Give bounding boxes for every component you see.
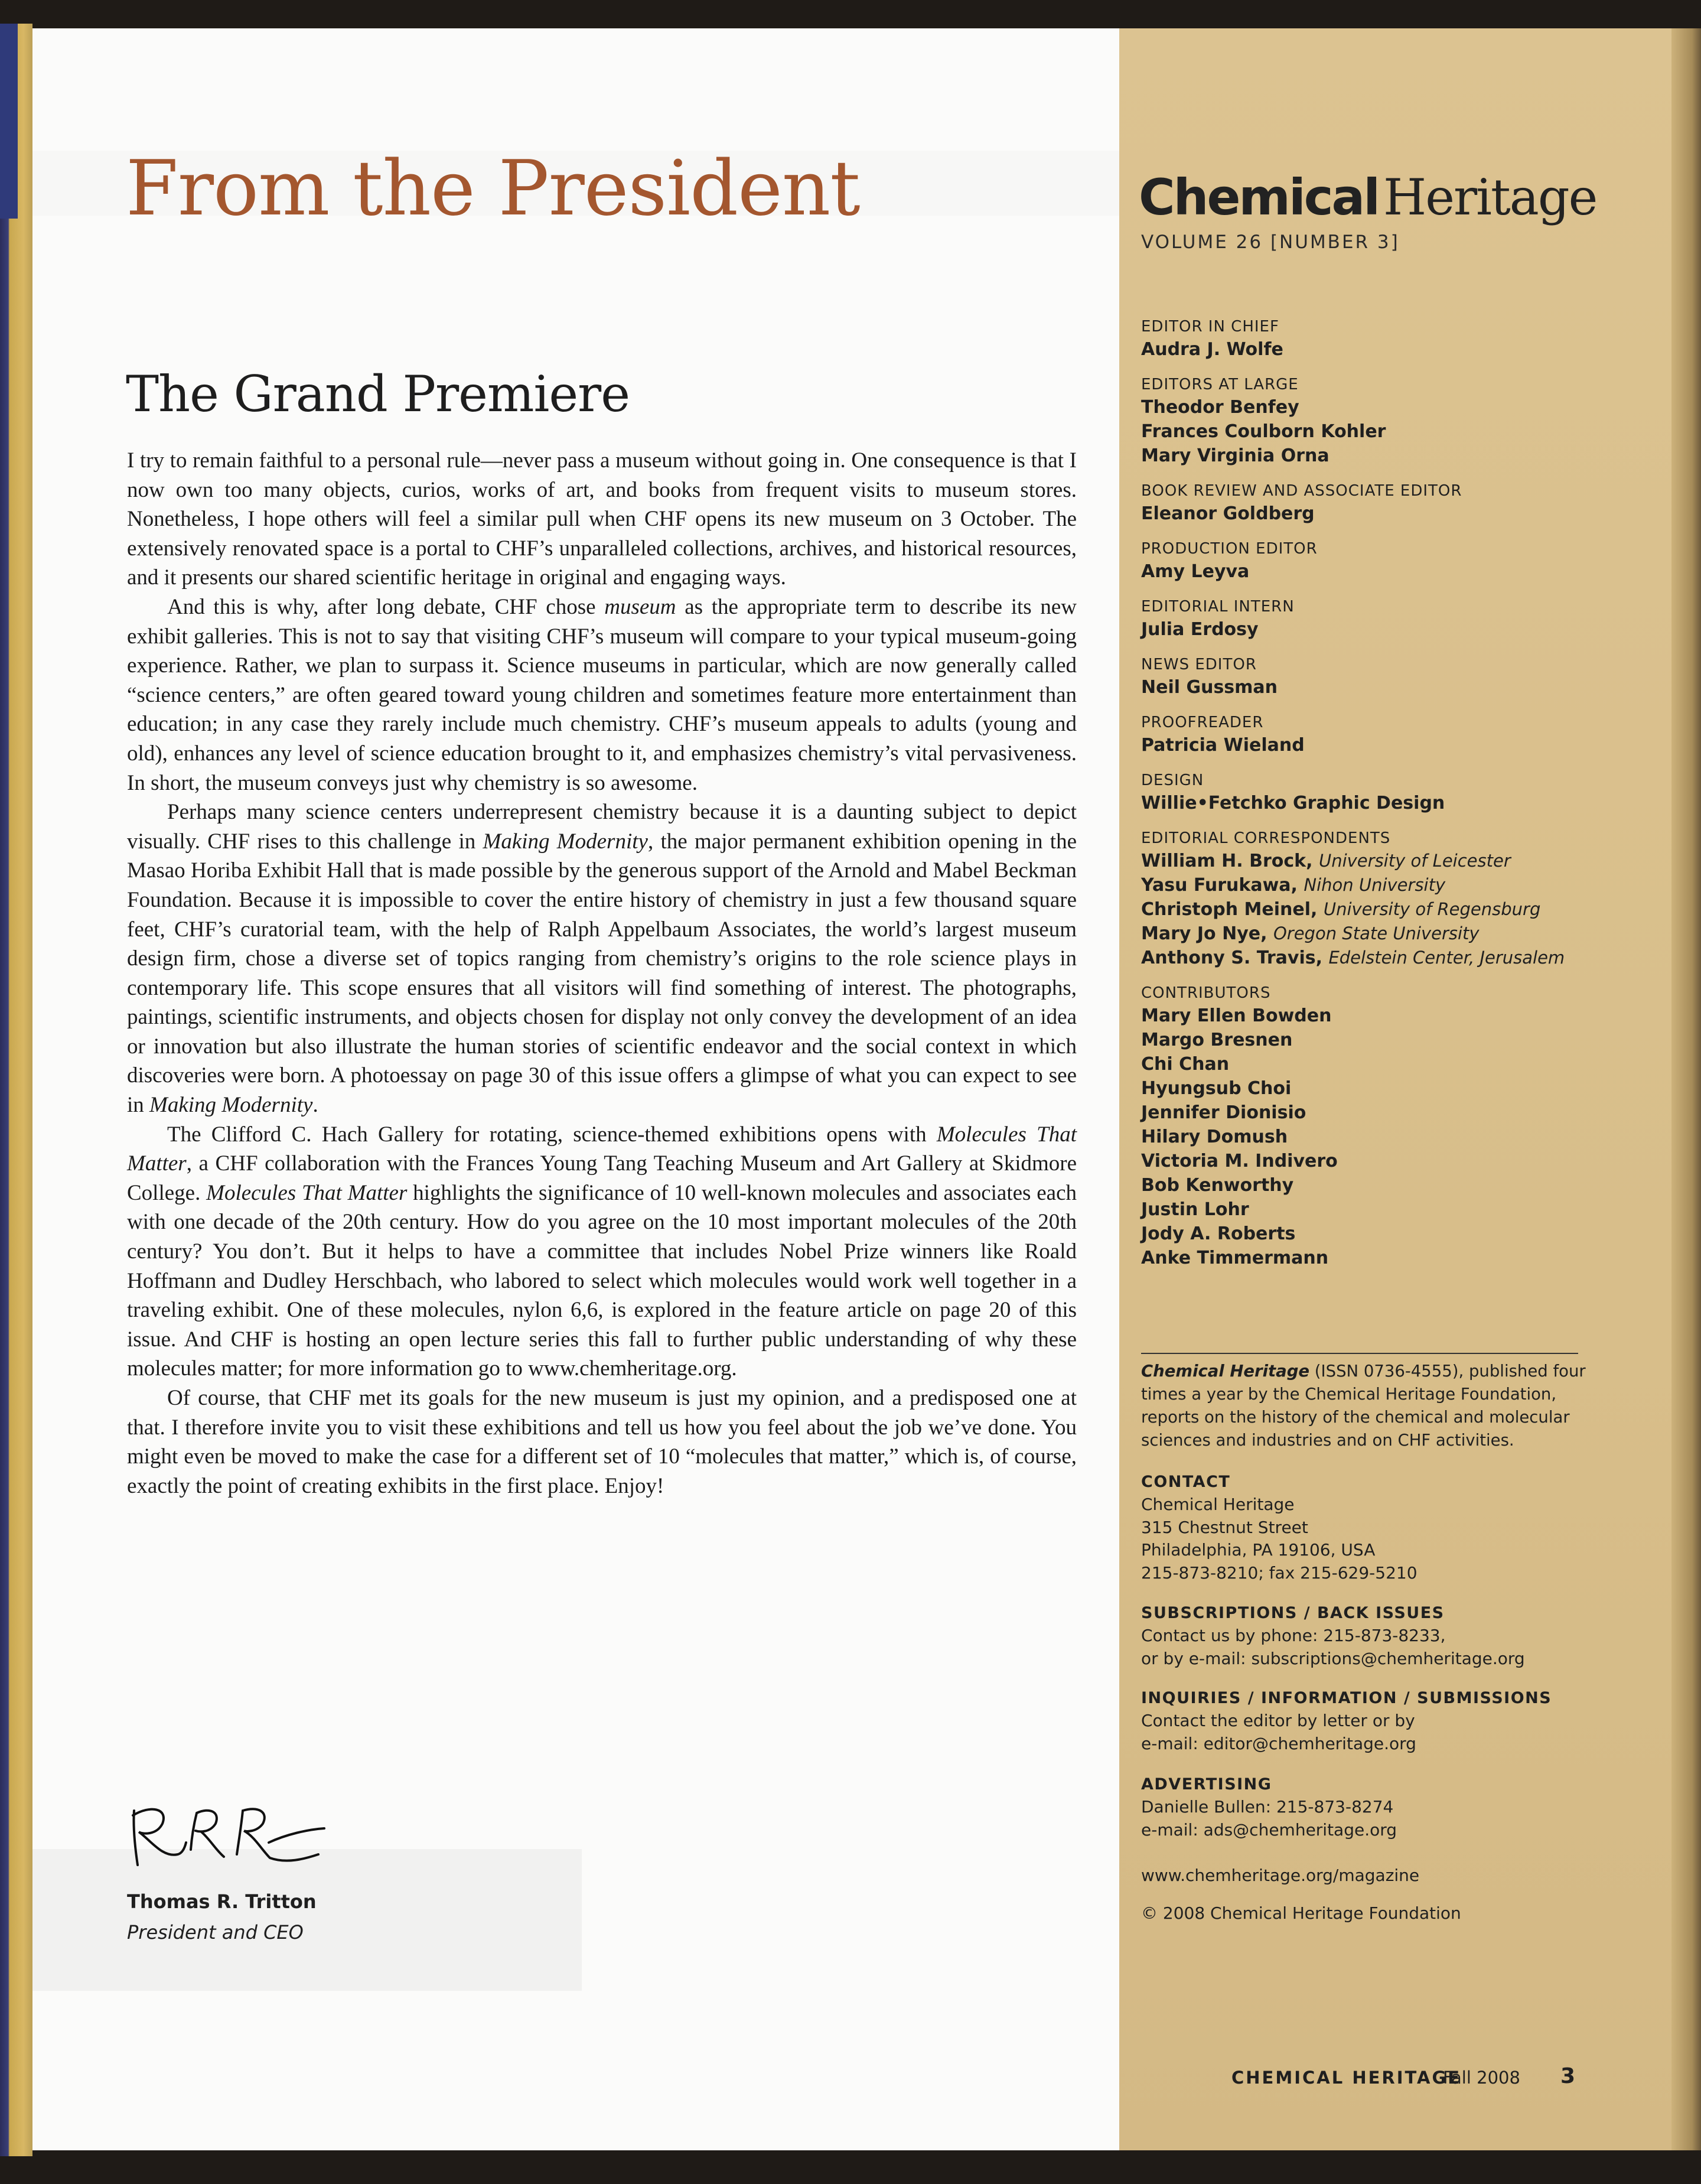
person-name: William H. Brock, — [1141, 851, 1313, 871]
inquiries-line: Contact the editor by letter or by — [1141, 1711, 1415, 1730]
person-name: Margo Bresnen — [1141, 1030, 1293, 1050]
signature — [121, 1793, 334, 1876]
masthead-group — [1141, 596, 1649, 642]
previous-page-edge — [0, 24, 32, 2156]
person-name: Hyungsub Choi — [1141, 1078, 1292, 1099]
masthead-person — [1141, 1173, 1649, 1197]
contact-block — [1141, 1471, 1614, 1584]
publication-note: Chemical Heritage (ISSN 0736-4555), published four times a year by the Chemical Heritage Foundation, reports on the history of the chemical and molecular sciences and industries and on CHF activities. — [1141, 1362, 1586, 1450]
person-name: Victoria M. Indivero — [1141, 1151, 1338, 1171]
person-name: Frances Coulborn Kohler — [1141, 421, 1386, 442]
masthead-person — [1141, 1004, 1649, 1028]
subscriptions-line: Contact us by phone: 215-873-8233, — [1141, 1626, 1446, 1645]
masthead-group — [1141, 480, 1649, 526]
masthead-person — [1141, 1246, 1649, 1270]
masthead-person — [1141, 1222, 1649, 1246]
inquiries-block — [1141, 1687, 1614, 1755]
footer-issue-date: Fall 2008 — [1443, 2068, 1520, 2088]
masthead-person — [1141, 922, 1649, 946]
masthead-role-label: CONTRIBUTORS — [1141, 984, 1271, 1002]
masthead-group — [1141, 316, 1649, 362]
inquiries-line: e-mail: editor@chemheritage.org — [1141, 1733, 1416, 1753]
author-name: Thomas R. Tritton — [127, 1890, 317, 1913]
inquiries-label: INQUIRIES / INFORMATION / SUBMISSIONS — [1141, 1689, 1552, 1707]
contact-line: 315 Chestnut Street — [1141, 1517, 1308, 1537]
masthead-person — [1141, 675, 1649, 699]
person-name: Theodor Benfey — [1141, 397, 1299, 418]
article-title: The Grand Premiere — [126, 365, 630, 423]
person-affiliation: Nihon University — [1304, 875, 1446, 895]
masthead-group — [1141, 770, 1649, 815]
website-url: www.chemheritage.org/magazine — [1141, 1866, 1420, 1885]
person-name: Amy Leyva — [1141, 561, 1250, 582]
contact-line: Chemical Heritage — [1141, 1495, 1295, 1514]
volume-line: VOLUME 26 [NUMBER 3] — [1141, 232, 1400, 253]
masthead-role-label: DESIGN — [1141, 772, 1204, 789]
masthead-person — [1141, 791, 1649, 815]
author-title: President and CEO — [127, 1921, 304, 1944]
logo-word-chemical: Chemical — [1139, 168, 1379, 226]
person-name: Patricia Wieland — [1141, 735, 1305, 756]
paragraph-2: And this is why, after long debate, CHF chose museum as the appropriate term to describe its new exhibit galleries. This is not to say that visiting CHF’s museum will compare to your typical museum-going experience. Rather, we plan to surpass it. Science museums in particular, which are now generally called “science centers,” are often geared toward young children and sometimes feature more entertainment than education; in any case they rarely include much chemistry. CHF’s museum appeals to adults (young and old), enhances any level of science education brought to it, and emphasizes chemistry’s vital pervasiveness. In short, the museum conveys just why chemistry is so awesome. — [127, 594, 1077, 795]
person-name: Hilary Domush — [1141, 1127, 1288, 1147]
masthead-role-label: EDITOR IN CHIEF — [1141, 318, 1279, 336]
masthead-person — [1141, 1028, 1649, 1052]
contact-line: Philadelphia, PA 19106, USA — [1141, 1540, 1376, 1560]
contact-line: 215-873-8210; fax 215-629-5210 — [1141, 1563, 1418, 1583]
person-name: Bob Kenworthy — [1141, 1175, 1294, 1196]
person-name: Anthony S. Travis, — [1141, 948, 1322, 968]
page-number: 3 — [1560, 2064, 1576, 2088]
masthead-group — [1141, 654, 1649, 699]
masthead-person — [1141, 419, 1649, 444]
person-name: Justin Lohr — [1141, 1199, 1249, 1220]
masthead-group — [1141, 982, 1649, 1270]
masthead-logo — [1139, 168, 1596, 226]
person-affiliation: University of Leicester — [1318, 851, 1511, 871]
person-name: Mary Ellen Bowden — [1141, 1005, 1332, 1026]
paragraph-3: Perhaps many science centers underrepresent chemistry because it is a daunting subject to depict visually. CHF rises to this challenge in Making Modernity, the major permanent exhibition opening in the Masao Horiba Exhibit Hall that is made possible by the generous support of the Arnold and Mabel Beckman Foundation. Because it is impossible to cover the entire history of chemistry in just a few thousand square feet, CHF’s curatorial team, with the help of Ralph Appelbaum Associates, the world’s largest museum design firm, chose a diverse set of topics ranging from chemistry’s origins to the role science plays in contemporary life. This scope ensures that all visitors will find something of interest. The photographs, paintings, scientific instruments, and objects chosen for display not only convey the development of an idea or innovation but also illustrate the human stories of scientific endeavor and the social context in which discoveries were born. A photoessay on page 30 of this issue offers a glimpse of what you can expect to see in Making Modernity. — [127, 800, 1077, 1118]
masthead-group — [1141, 828, 1649, 970]
masthead-person — [1141, 733, 1649, 757]
masthead-person — [1141, 873, 1649, 897]
masthead-person — [1141, 1052, 1649, 1076]
masthead-group — [1141, 538, 1649, 584]
masthead-role-label: NEWS EDITOR — [1141, 656, 1257, 673]
masthead-role-label: EDITORIAL INTERN — [1141, 598, 1295, 616]
masthead-group — [1141, 374, 1649, 468]
masthead-person — [1141, 1101, 1649, 1125]
advertising-line: e-mail: ads@chemheritage.org — [1141, 1820, 1397, 1840]
person-name: Julia Erdosy — [1141, 619, 1259, 640]
masthead-person — [1141, 946, 1649, 970]
advertising-line: Danielle Bullen: 215-873-8274 — [1141, 1797, 1394, 1817]
masthead-person — [1141, 617, 1649, 642]
person-name: Eleanor Goldberg — [1141, 503, 1315, 524]
person-name: Audra J. Wolfe — [1141, 339, 1283, 360]
paragraph-1: I try to remain faithful to a personal rule—never pass a museum without going in. One consequence is that I now own too many objects, curios, works of art, and books from frequent visits to museum stores. Nonetheless, I hope others will feel a similar pull when CHF opens its new museum on 3 October. The extensively renovated space is a portal to CHF’s unparalleled collections, archives, and historical resources, and it presents our shared scientific heritage in original and engaging ways. — [127, 448, 1077, 590]
person-name: Chi Chan — [1141, 1054, 1230, 1075]
masthead-role-label: BOOK REVIEW AND ASSOCIATE EDITOR — [1141, 482, 1462, 500]
masthead-person — [1141, 1197, 1649, 1222]
person-name: Mary Jo Nye, — [1141, 923, 1267, 944]
masthead-person — [1141, 849, 1649, 873]
person-name: Anke Timmermann — [1141, 1248, 1329, 1268]
masthead-person — [1141, 502, 1649, 526]
paragraph-4: The Clifford C. Hach Gallery for rotating, science-themed exhibitions opens with Molecules That Matter, a CHF collaboration with the Frances Young Tang Teaching Museum and Art Gallery at Skidmore College. Molecules That Matter highlights the significance of 10 well-known molecules and associates each with one decade of the 20th century. How do you agree on the 10 most important molecules of the 20th century? You don’t. But it helps to have a committee that includes Nobel Prize winners like Roald Hoffmann and Dudley Herschbach, who labored to select which molecules would work well together in a traveling exhibit. One of these molecules, nylon 6,6, is explored in the feature article on page 20 of this issue. And CHF is hosting an open lecture series this fall to further public understanding of why these molecules matter; for more information go to www.chemheritage.org. — [127, 1122, 1077, 1381]
copyright-line: © 2008 Chemical Heritage Foundation — [1141, 1903, 1461, 1923]
masthead-divider — [1141, 1353, 1578, 1354]
masthead-person — [1141, 395, 1649, 419]
person-name: Neil Gussman — [1141, 677, 1278, 698]
masthead-role-label: EDITORIAL CORRESPONDENTS — [1141, 829, 1391, 847]
masthead-role-label: PROOFREADER — [1141, 714, 1264, 731]
paragraph-5: Of course, that CHF met its goals for the new museum is just my opinion, and a predisposed one at that. I therefore invite you to visit these exhibitions and tell us how you feel about the job we’ve done. You might even be moved to make the case for a different set of 10 “molecules that matter,” which is, of course, exactly the point of creating exhibits in the first place. Enjoy! — [127, 1386, 1077, 1498]
masthead-person — [1141, 1076, 1649, 1101]
masthead-person — [1141, 559, 1649, 584]
advertising-block — [1141, 1773, 1614, 1841]
contact-label: CONTACT — [1141, 1473, 1231, 1491]
section-heading: From the President — [126, 145, 860, 233]
masthead-person — [1141, 1149, 1649, 1173]
article-body — [127, 446, 1077, 1501]
logo-word-heritage: Heritage — [1383, 168, 1597, 226]
previous-page-edge-blue — [0, 24, 18, 219]
person-affiliation: University of Regensburg — [1323, 899, 1541, 919]
person-name: Jennifer Dionisio — [1141, 1102, 1306, 1123]
person-name: Yasu Furukawa, — [1141, 875, 1298, 896]
person-name: Christoph Meinel, — [1141, 899, 1318, 920]
masthead-role-label: PRODUCTION EDITOR — [1141, 540, 1318, 558]
person-affiliation: Oregon State University — [1273, 923, 1480, 943]
person-name: Jody A. Roberts — [1141, 1223, 1296, 1244]
person-name: Willie•Fetchko Graphic Design — [1141, 793, 1445, 813]
masthead-person — [1141, 897, 1649, 922]
advertising-label: ADVERTISING — [1141, 1775, 1272, 1794]
person-affiliation: Edelstein Center, Jerusalem — [1328, 948, 1565, 968]
subscriptions-block — [1141, 1602, 1614, 1670]
masthead-person — [1141, 444, 1649, 468]
subscriptions-line: or by e-mail: subscriptions@chemheritage.org — [1141, 1648, 1525, 1668]
masthead-person — [1141, 337, 1649, 362]
masthead-staff-list — [1141, 316, 1649, 1283]
footer-magazine-name: CHEMICAL HERITAGE — [1231, 2068, 1462, 2088]
person-name: Mary Virginia Orna — [1141, 445, 1329, 466]
right-page-edge — [1671, 28, 1701, 2150]
masthead-person — [1141, 1125, 1649, 1149]
masthead-role-label: EDITORS AT LARGE — [1141, 376, 1299, 393]
subscriptions-label: SUBSCRIPTIONS / BACK ISSUES — [1141, 1604, 1445, 1622]
masthead-group — [1141, 712, 1649, 757]
